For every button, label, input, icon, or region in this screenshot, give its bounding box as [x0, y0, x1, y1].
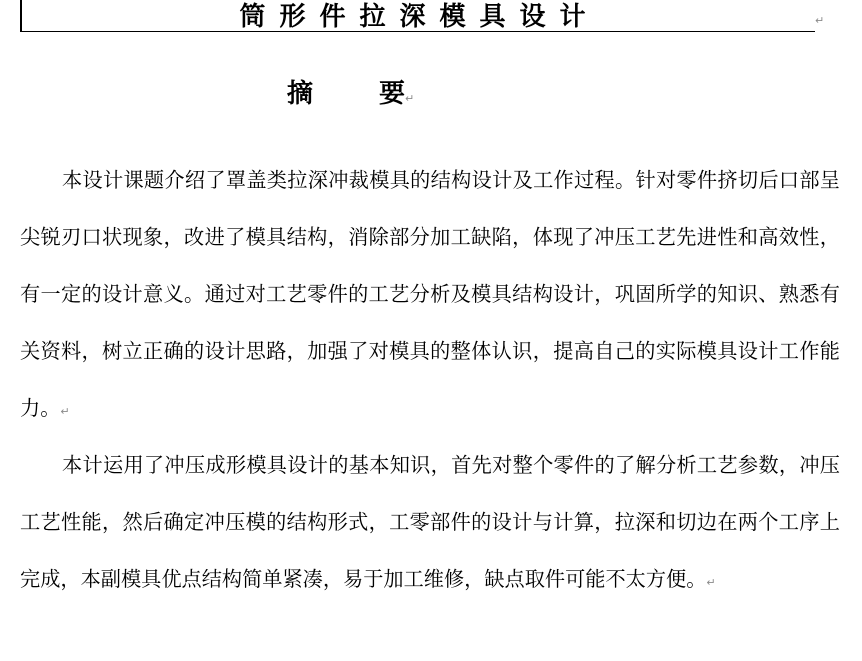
paragraph-mark-icon: ↵ — [405, 92, 415, 105]
abstract-heading-first: 摘 — [287, 79, 314, 109]
paragraph-mark-icon: ↵ — [60, 405, 70, 418]
abstract-heading-second: 要 — [379, 79, 406, 109]
paragraph-mark-icon: ↵ — [706, 576, 716, 589]
document-title: 筒形件拉深模具设计 — [239, 2, 600, 32]
abstract-paragraph-1 — [20, 152, 840, 440]
paragraph-mark-icon: ↵ — [815, 14, 825, 27]
abstract-paragraph-2-text: 本计运用了冲压成形模具设计的基本知识，首先对整个零件的了解分析工艺参数，冲压工艺性能，然后确定冲压模的结构形式，工零部件的设计与计算，拉深和切边在两个工序上完成，本副模具优点结构简单紧凑，易于加工维修，缺点取件可能不太方便。 — [20, 453, 840, 591]
abstract-heading — [287, 74, 414, 119]
abstract-paragraph-2 — [20, 437, 840, 611]
abstract-paragraph-1-text: 本设计课题介绍了罩盖类拉深冲裁模具的结构设计及工作过程。针对零件挤切后口部呈尖锐刃口状现象，改进了模具结构，消除部分加工缺陷，体现了冲压工艺先进性和高效性，有一定的设计意义。通过对工艺零件的工艺分析及模具结构设计，巩固所学的知识、熟悉有关资料，树立正确的设计思路，加强了对模具的整体认识，提高自己的实际模具设计工作能力。 — [20, 168, 840, 420]
title-bar — [20, 0, 815, 32]
